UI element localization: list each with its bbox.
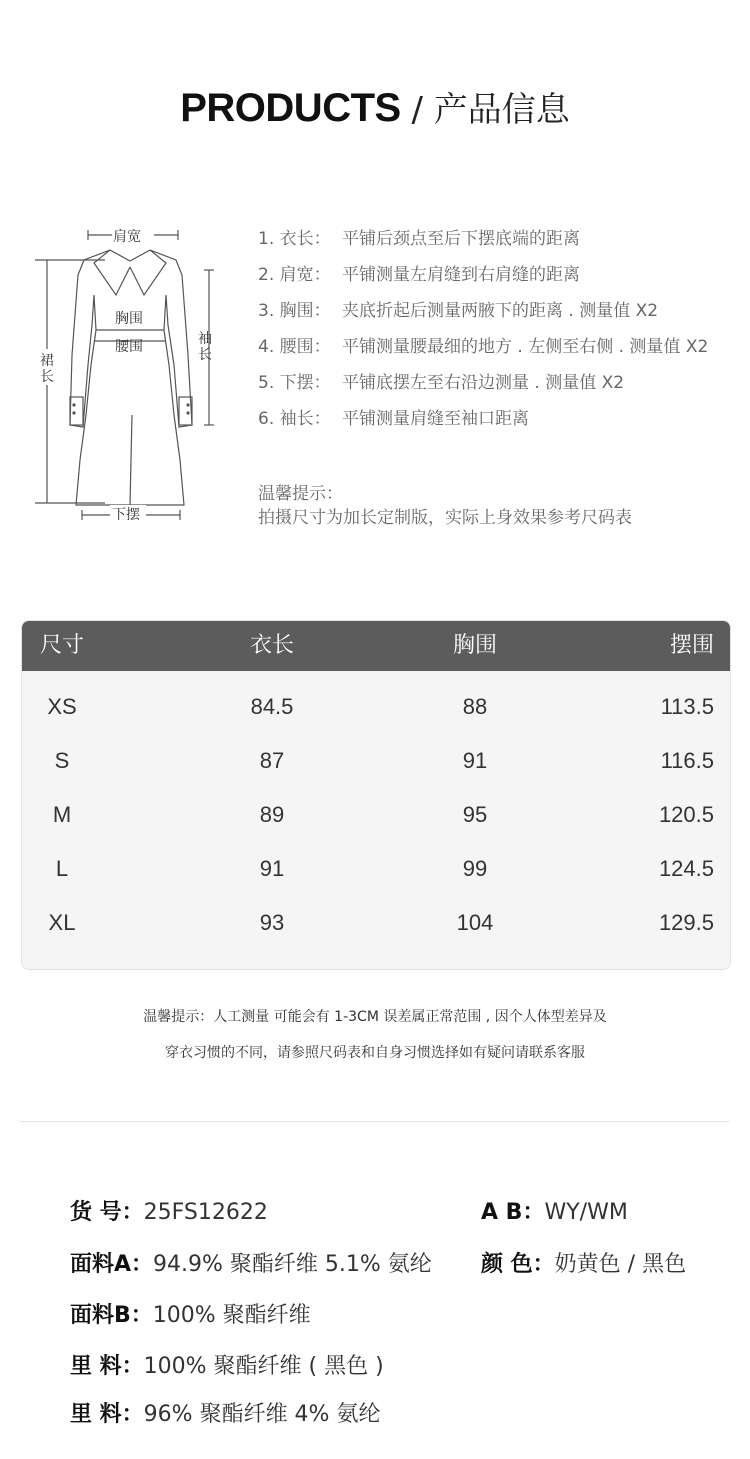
shoulder-label: 肩宽 [113,229,141,245]
note-item: 1. 衣长： 平铺后颈点至后下摆底端的距离 [258,229,580,249]
spec-item-no: 货 号：25FS12622 [70,1200,268,1225]
note-item: 5. 下摆： 平铺底摆左至右沿边测量 . 测量值 X2 [258,373,625,393]
table-row: XL 93 104 129.5 [48,910,714,935]
sleeve-label-2: 长 [198,347,212,363]
photo-tip [258,482,632,530]
note-item: 2. 肩宽： 平铺测量左肩缝到右肩缝的距离 [258,265,580,285]
dress-measurement-diagram [20,215,240,530]
header-hem: 摆围 [669,633,714,658]
spec-color: 颜 色：奶黄色 / 黑色 [481,1252,687,1277]
note-item: 6. 袖长： 平铺测量肩缝至袖口距离 [258,409,529,429]
notice-line-2: 穿衣习惯的不同，请参照尺码表和自身习惯选择如有疑问请联系客服 [165,1045,585,1061]
hem-label: 下摆 [112,507,140,523]
table-row: S 87 91 116.5 [54,748,714,773]
table-row: XS 84.5 88 113.5 [47,694,714,719]
waist-label: 腰围 [115,339,143,355]
sleeve-label-1: 袖 [198,331,212,347]
title-en: PRODUCTS [180,86,401,130]
skirt-label-1: 裙 [40,353,54,369]
table-row: L 91 99 124.5 [55,856,714,881]
table-row: M 89 95 120.5 [52,802,714,827]
header-size: 尺寸 [40,633,85,658]
size-table [21,620,731,970]
chest-label: 胸围 [115,311,143,327]
note-item: 4. 腰围： 平铺测量腰最细的地方 . 左侧至右侧 . 测量值 X2 [258,337,709,357]
skirt-label-2: 长 [40,369,54,385]
spec-lining-2: 里 料：96% 聚酯纤维 4% 氨纶 [70,1402,381,1427]
title-separator: / [400,90,434,130]
table-header [22,621,730,671]
divider [20,1121,730,1122]
spec-lining-1: 里 料：100% 聚酯纤维 ( 黑色 ) [70,1354,384,1379]
spec-fabric-b: 面料B：100% 聚酯纤维 [70,1303,311,1328]
title-zh: 产品信息 [433,90,570,130]
header-length: 衣长 [249,633,294,658]
page-title [0,82,750,131]
spec-ab: A B：WY/WM [481,1200,628,1225]
notice-line-1: 温馨提示：人工测量 可能会有 1-3CM 误差属正常范围 , 因个人体型差异及 [143,1009,607,1025]
tip-title: 温馨提示： [258,484,343,504]
spec-fabric-a: 面料A：94.9% 聚酯纤维 5.1% 氨纶 [70,1252,432,1277]
note-item: 3. 胸围： 夹底折起后测量两腋下的距离 . 测量值 X2 [258,301,659,321]
header-chest: 胸围 [452,633,497,658]
tip-text: 拍摄尺寸为加长定制版，实际上身效果参考尺码表 [258,508,632,528]
measurement-notes [258,224,708,440]
